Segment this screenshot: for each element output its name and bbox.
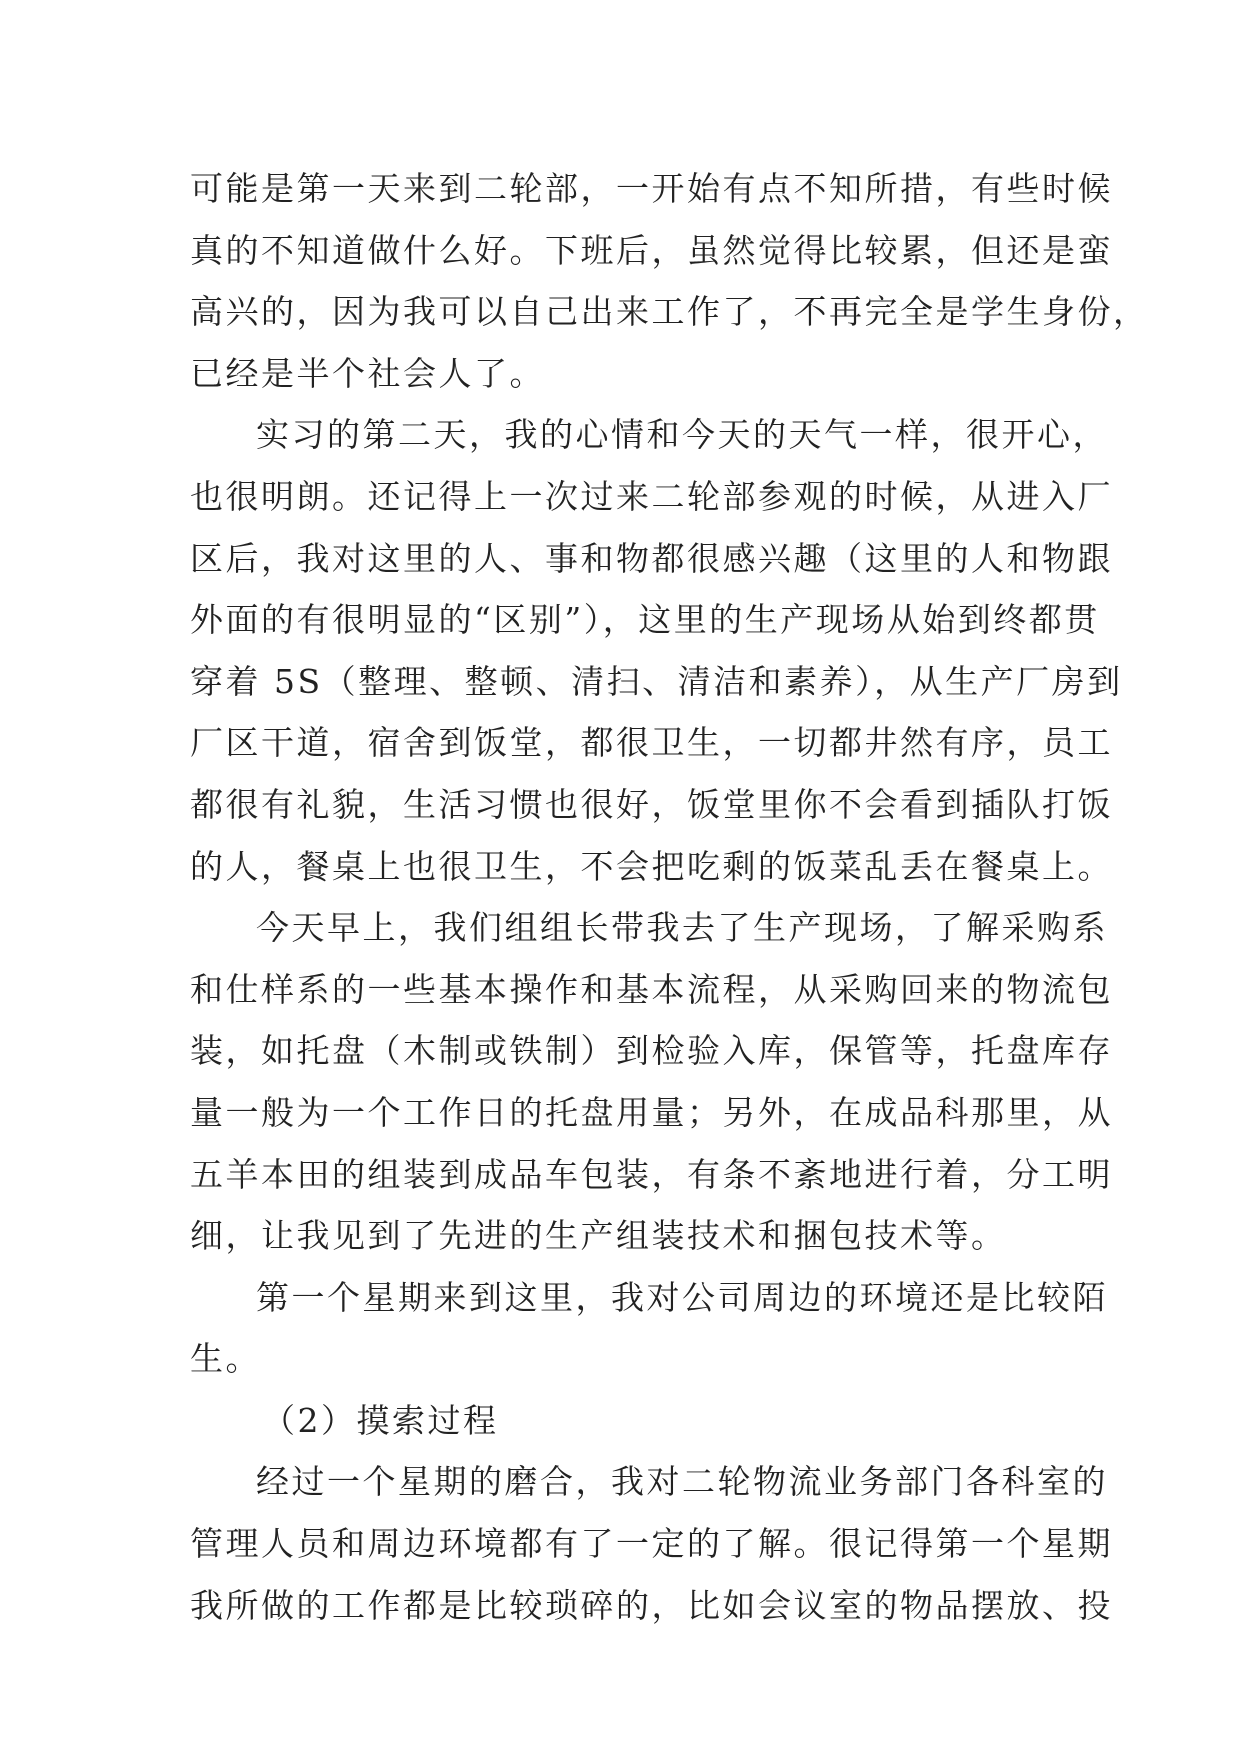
paragraph-first-line: 经过一个星期的磨合，我对二轮物流业务部门各科室的 <box>256 1462 1108 1502</box>
text-line: 装，如托盘（木制或铁制）到检验入库，保管等，托盘库存 <box>190 1031 1113 1071</box>
text-line: 穿着 5S（整理、整顿、清扫、清洁和素养），从生产厂房到 <box>190 661 1123 701</box>
text-line: 都很有礼貌，生活习惯也很好，饭堂里你不会看到插队打饭 <box>190 784 1113 824</box>
text-line: 已经是半个社会人了。 <box>190 353 545 393</box>
paragraph-first-line: 实习的第二天，我的心情和今天的天气一样，很开心， <box>256 415 1108 455</box>
text-line: 和仕样系的一些基本操作和基本流程，从采购回来的物流包 <box>190 969 1113 1009</box>
text-line: 量一般为一个工作日的托盘用量；另外，在成品科那里，从 <box>190 1092 1113 1132</box>
text-line: 外面的有很明显的“区别”），这里的生产现场从始到终都贯 <box>190 600 1100 640</box>
text-line: 也很明朗。还记得上一次过来二轮部参观的时候，从进入厂 <box>190 476 1113 516</box>
paragraph-first-line: 第一个星期来到这里，我对公司周边的环境还是比较陌 <box>256 1277 1108 1317</box>
text-line: 的人，餐桌上也很卫生，不会把吃剩的饭菜乱丢在餐桌上。 <box>190 846 1113 886</box>
text-line: 区后，我对这里的人、事和物都很感兴趣（这里的人和物跟 <box>190 538 1113 578</box>
body-text <box>190 158 1149 1636</box>
text-line: 高兴的，因为我可以自己出来工作了，不再完全是学生身份， <box>190 292 1149 332</box>
text-line: 厂区干道，宿舍到饭堂，都很卫生，一切都井然有序，员工 <box>190 723 1113 763</box>
text-line: 细，让我见到了先进的生产组装技术和捆包技术等。 <box>190 1216 1007 1256</box>
section-heading: （2）摸索过程 <box>262 1400 499 1440</box>
text-line: 真的不知道做什么好。下班后，虽然觉得比较累，但还是蛮 <box>190 230 1113 270</box>
paragraph-first-line: 今天早上，我们组组长带我去了生产现场，了解采购系 <box>256 908 1108 948</box>
text-line: 我所做的工作都是比较琐碎的，比如会议室的物品摆放、投 <box>190 1585 1113 1625</box>
text-line: 五羊本田的组装到成品车包装，有条不紊地进行着，分工明 <box>190 1154 1113 1194</box>
text-line: 生。 <box>190 1339 261 1379</box>
text-line: 可能是第一天来到二轮部，一开始有点不知所措，有些时候 <box>190 169 1113 208</box>
text-line: 管理人员和周边环境都有了一定的了解。很记得第一个星期 <box>190 1524 1113 1564</box>
